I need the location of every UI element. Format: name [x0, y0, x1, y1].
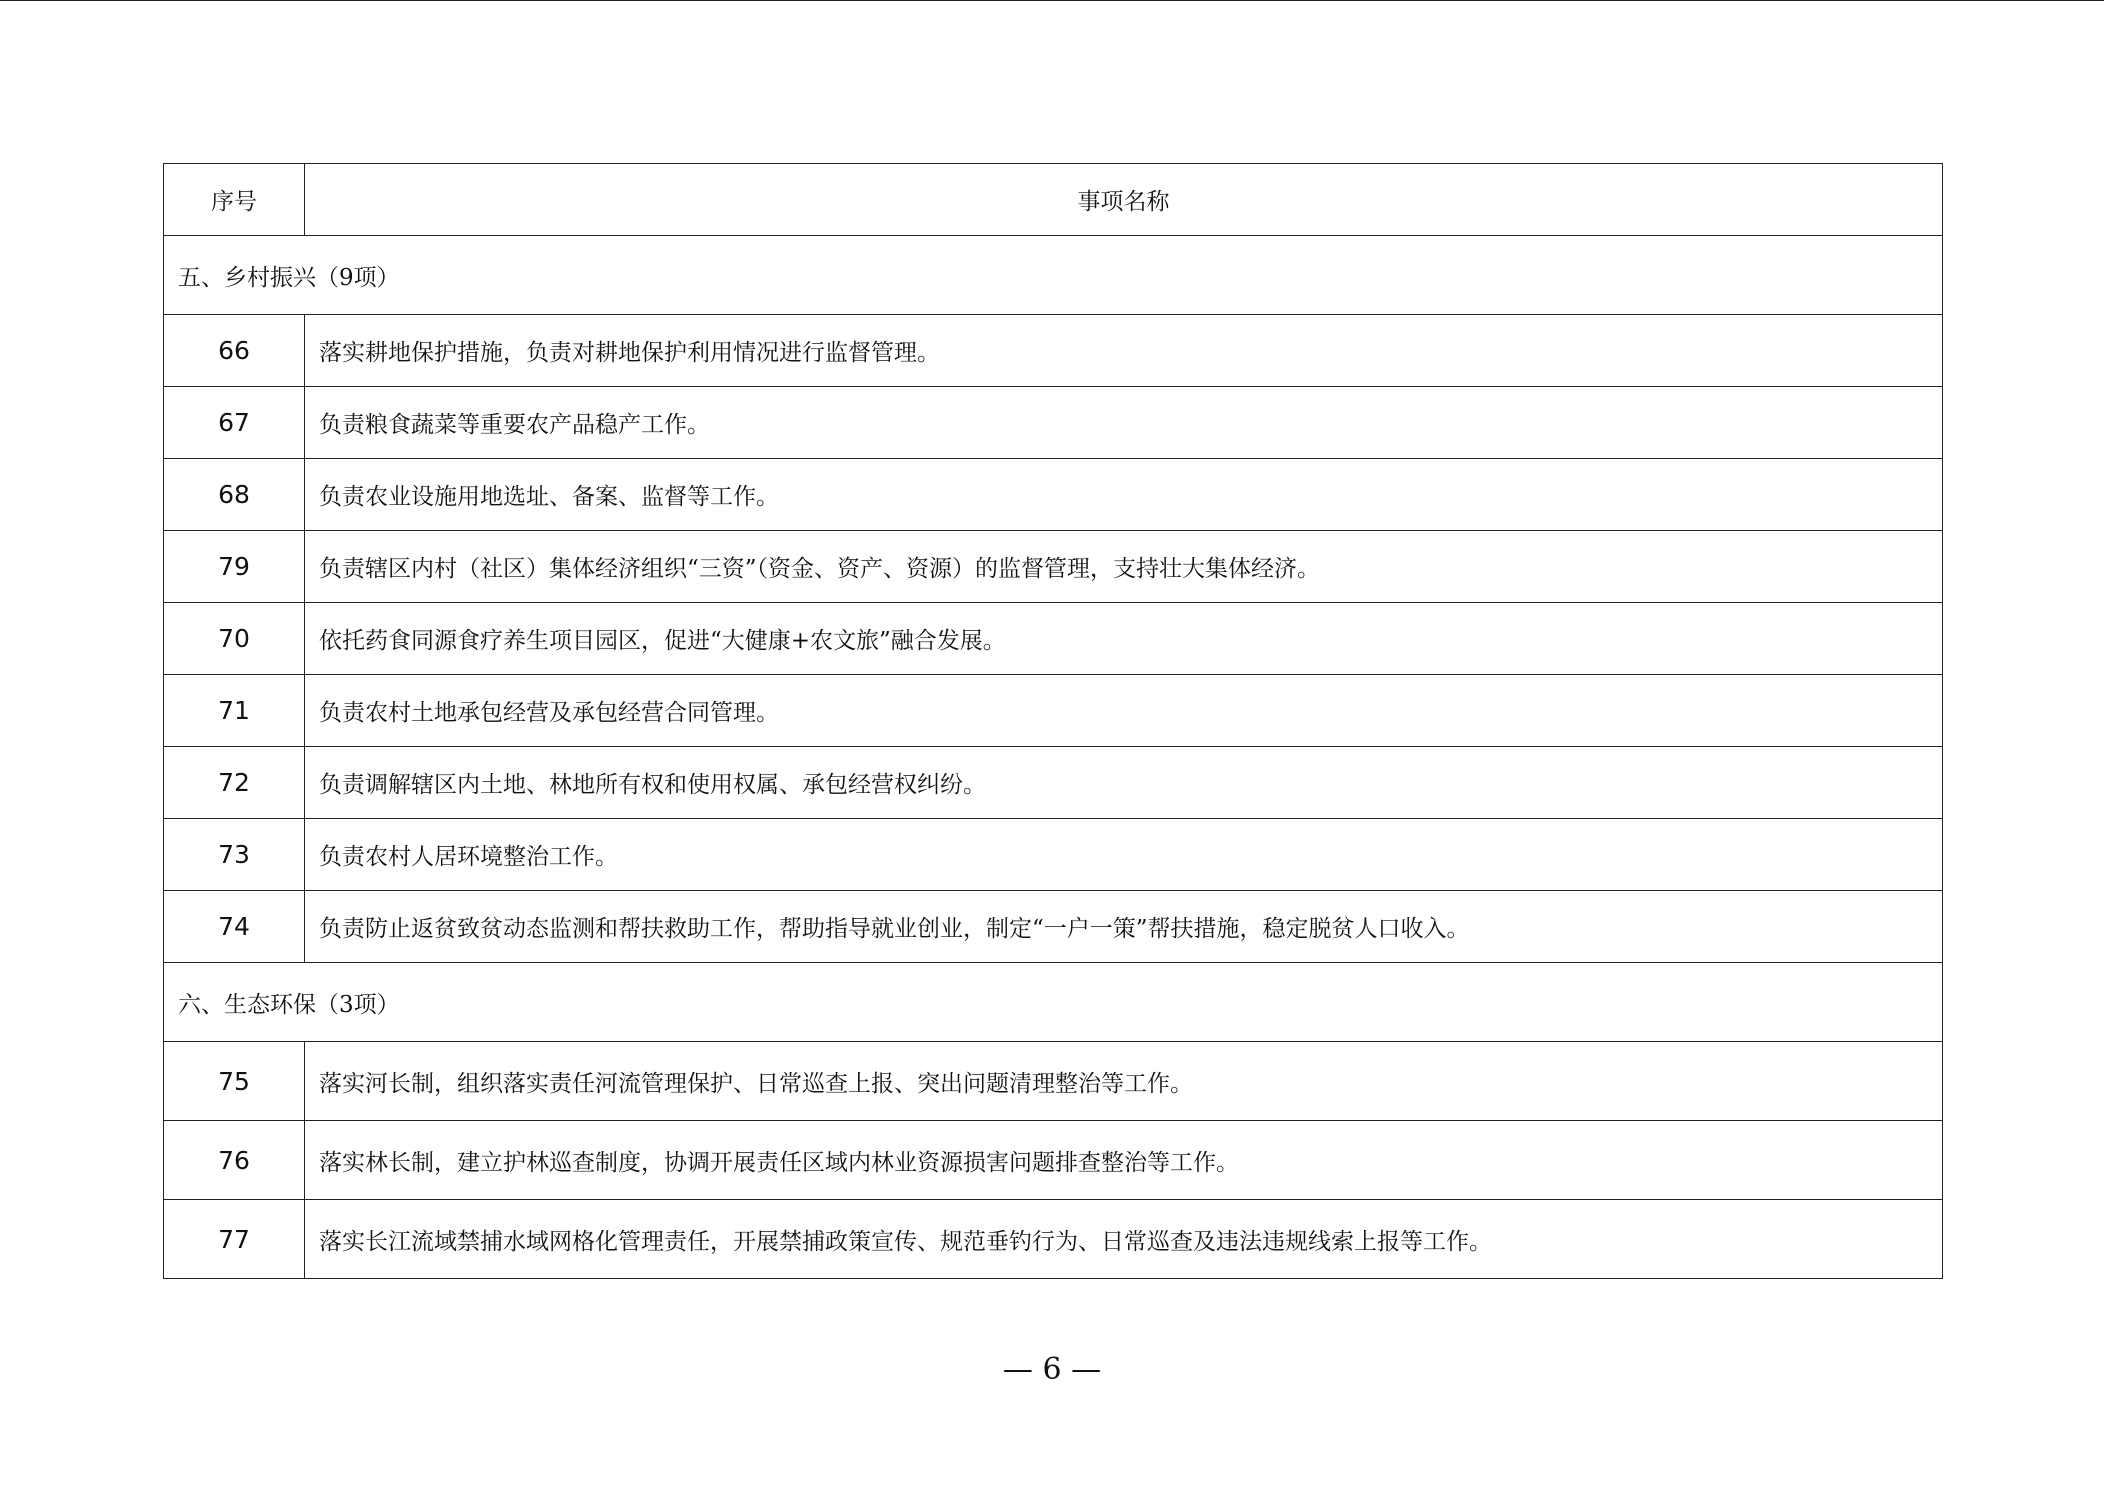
row-item-name: 负责粮食蔬菜等重要农产品稳产工作。: [305, 387, 1943, 459]
table-row: [164, 675, 1943, 747]
table-row: [164, 387, 1943, 459]
table-row: [164, 1042, 1943, 1121]
row-number: 68: [164, 459, 305, 531]
section-row-rural-revitalization: [164, 236, 1943, 315]
row-number: 71: [164, 675, 305, 747]
table-row: [164, 819, 1943, 891]
table-row: [164, 315, 1943, 387]
table-row: [164, 531, 1943, 603]
row-number: 74: [164, 891, 305, 963]
row-number: 77: [164, 1200, 305, 1279]
row-item-name: 负责调解辖区内土地、林地所有权和使用权属、承包经营权纠纷。: [305, 747, 1943, 819]
row-item-name: 落实耕地保护措施，负责对耕地保护利用情况进行监督管理。: [305, 315, 1943, 387]
row-number: 79: [164, 531, 305, 603]
row-number: 66: [164, 315, 305, 387]
table-row: [164, 747, 1943, 819]
section-title: 六、生态环保（3项）: [164, 963, 1943, 1042]
row-item-name: 负责农村人居环境整治工作。: [305, 819, 1943, 891]
header-name: 事项名称: [305, 164, 1943, 236]
row-number: 76: [164, 1121, 305, 1200]
table-header-row: [164, 164, 1943, 236]
row-number: 70: [164, 603, 305, 675]
row-item-name: 落实长江流域禁捕水域网格化管理责任，开展禁捕政策宣传、规范垂钓行为、日常巡查及违法违规线索上报等工作。: [305, 1200, 1943, 1279]
row-item-name: 落实林长制，建立护林巡查制度，协调开展责任区域内林业资源损害问题排查整治等工作。: [305, 1121, 1943, 1200]
row-number: 73: [164, 819, 305, 891]
section-row-ecological-protection: [164, 963, 1943, 1042]
row-number: 67: [164, 387, 305, 459]
table-row: [164, 1200, 1943, 1279]
table-row: [164, 1121, 1943, 1200]
item-table: [163, 163, 1943, 1279]
page-top-border: [0, 0, 2104, 1]
row-number: 72: [164, 747, 305, 819]
header-no: 序号: [164, 164, 305, 236]
table-row: [164, 891, 1943, 963]
row-item-name: 负责农村土地承包经营及承包经营合同管理。: [305, 675, 1943, 747]
page-number: — 6 —: [1002, 1352, 1102, 1387]
row-item-name: 依托药食同源食疗养生项目园区，促进“大健康+农文旅”融合发展。: [305, 603, 1943, 675]
row-item-name: 负责防止返贫致贫动态监测和帮扶救助工作，帮助指导就业创业，制定“一户一策”帮扶措施，稳定脱贫人口收入。: [305, 891, 1943, 963]
table-row: [164, 459, 1943, 531]
row-item-name: 负责辖区内村（社区）集体经济组织“三资”（资金、资产、资源）的监督管理，支持壮大集体经济。: [305, 531, 1943, 603]
row-number: 75: [164, 1042, 305, 1121]
row-item-name: 落实河长制，组织落实责任河流管理保护、日常巡查上报、突出问题清理整治等工作。: [305, 1042, 1943, 1121]
section-title: 五、乡村振兴（9项）: [164, 236, 1943, 315]
table-row: [164, 603, 1943, 675]
row-item-name: 负责农业设施用地选址、备案、监督等工作。: [305, 459, 1943, 531]
